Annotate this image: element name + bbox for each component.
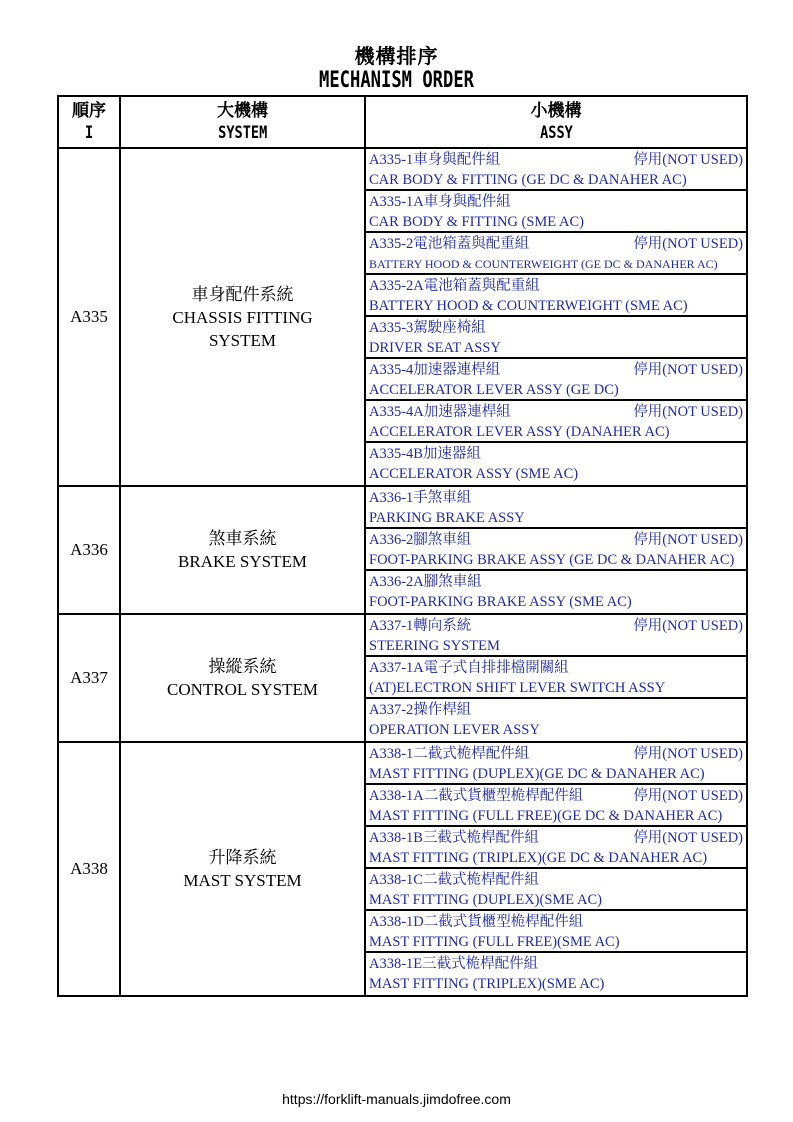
assy-item[interactable] [366, 149, 746, 191]
assy-name-cn: A338-1A二截式貨櫃型桅桿配件組 [369, 788, 584, 804]
assy-name-cn: A335-1車身與配件組 [369, 152, 501, 168]
assy-name-en: ACCELERATOR ASSY (SME AC) [369, 466, 579, 482]
assy-name-cn: A335-2A電池箱蓋與配重組 [369, 278, 540, 294]
assy-item[interactable] [366, 953, 746, 995]
page-title-chinese: 機構排序 [354, 46, 439, 68]
assy-name-en: MAST FITTING (DUPLEX)(GE DC & DANAHER AC) [369, 766, 705, 782]
footer-url[interactable]: https://forklift-manuals.jimdofree.com [282, 1091, 511, 1107]
mechanism-code: A336 [58, 486, 120, 614]
header-assy [365, 96, 747, 148]
table-row [58, 148, 747, 486]
assy-status: 停用(NOT USED) [633, 830, 743, 846]
assy-item[interactable] [366, 785, 746, 827]
assy-status: 停用(NOT USED) [633, 746, 743, 762]
assy-name-en: BATTERY HOOD & COUNTERWEIGHT (GE DC & DANAHER AC) [369, 257, 718, 271]
system-sys-cn: 操縱系統 [208, 657, 277, 676]
assy-name-cn: A337-2操作桿組 [369, 702, 472, 718]
assy-item[interactable] [366, 529, 746, 571]
assy-name-en: PARKING BRAKE ASSY [369, 510, 525, 526]
system-sys-cn: 車身配件系統 [191, 284, 294, 304]
mechanism-code: A337 [58, 614, 120, 742]
assy-name-cn: A338-1D二截式貨櫃型桅桿配件組 [369, 914, 584, 930]
table-row [58, 742, 747, 996]
header-assy-cn: 小機構 [530, 101, 582, 120]
assy-name-cn: A335-1A車身與配件組 [369, 194, 511, 210]
assy-item[interactable] [366, 317, 746, 359]
mechanism-code: A335 [58, 148, 120, 486]
system-sys-en1: BRAKE SYSTEM [178, 552, 307, 571]
assy-name-en: MAST FITTING (TRIPLEX)(SME AC) [369, 976, 605, 992]
assy-name-en: BATTERY HOOD & COUNTERWEIGHT (SME AC) [369, 298, 688, 314]
mechanism-order-table [57, 95, 748, 997]
assy-list [365, 614, 747, 742]
assy-status: 停用(NOT USED) [633, 362, 743, 378]
header-order-en: I [84, 123, 94, 143]
header-order-cn: 順序 [72, 101, 106, 120]
assy-name-en: MAST FITTING (DUPLEX)(SME AC) [369, 892, 602, 908]
system-sys-en2: SYSTEM [208, 330, 277, 350]
assy-name-en: OPERATION LEVER ASSY [369, 722, 540, 738]
assy-item[interactable] [366, 571, 746, 613]
assy-status: 停用(NOT USED) [633, 532, 743, 548]
assy-name-cn: A336-2A腳煞車組 [369, 574, 482, 590]
system-sys-en1: MAST SYSTEM [183, 871, 302, 890]
assy-name-cn: A337-1轉向系統 [369, 618, 472, 634]
assy-item[interactable] [366, 359, 746, 401]
table-header-row [58, 96, 747, 148]
assy-name-cn: A338-1E三截式桅桿配件組 [369, 956, 539, 972]
assy-status: 停用(NOT USED) [633, 236, 743, 252]
assy-item[interactable] [366, 487, 746, 529]
assy-name-en: MAST FITTING (FULL FREE)(GE DC & DANAHER AC) [369, 808, 723, 824]
system-name [120, 614, 365, 742]
assy-name-en: (AT)ELECTRON SHIFT LEVER SWITCH ASSY [369, 680, 666, 696]
assy-name-en: DRIVER SEAT ASSY [369, 340, 501, 356]
assy-name-en: ACCELERATOR LEVER ASSY (GE DC) [369, 382, 619, 398]
header-order [58, 96, 120, 148]
assy-name-en: CAR BODY & FITTING (GE DC & DANAHER AC) [369, 172, 687, 188]
assy-item[interactable] [366, 657, 746, 699]
system-sys-cn: 煞車系統 [208, 529, 277, 548]
system-sys-en1: CHASSIS FITTING [172, 307, 313, 327]
assy-name-en: FOOT-PARKING BRAKE ASSY (SME AC) [369, 594, 632, 610]
assy-name-en: CAR BODY & FITTING (SME AC) [369, 214, 584, 230]
assy-status: 停用(NOT USED) [633, 788, 743, 804]
header-system-en: SYSTEM [217, 123, 268, 143]
assy-name-cn: A335-4加速器連桿組 [369, 362, 501, 378]
assy-name-cn: A335-4B加速器組 [369, 446, 481, 462]
assy-status: 停用(NOT USED) [633, 618, 743, 634]
assy-name-en: ACCELERATOR LEVER ASSY (DANAHER AC) [369, 424, 670, 440]
assy-item[interactable] [366, 911, 746, 953]
system-name [120, 486, 365, 614]
assy-item[interactable] [366, 443, 746, 485]
assy-item[interactable] [366, 615, 746, 657]
assy-name-cn: A335-2電池箱蓋與配重組 [369, 236, 530, 252]
table-row [58, 486, 747, 614]
assy-name-cn: A335-3駕駛座椅組 [369, 320, 486, 336]
assy-name-cn: A336-2腳煞車組 [369, 532, 472, 548]
header-assy-en: ASSY [539, 123, 573, 143]
assy-name-cn: A338-1C二截式桅桿配件組 [369, 872, 539, 888]
assy-name-cn: A338-1B三截式桅桿配件組 [369, 830, 539, 846]
assy-list [365, 486, 747, 614]
assy-name-cn: A335-4A加速器連桿組 [369, 404, 511, 420]
assy-item[interactable] [366, 699, 746, 741]
assy-status: 停用(NOT USED) [633, 404, 743, 420]
assy-item[interactable] [366, 869, 746, 911]
assy-item[interactable] [366, 275, 746, 317]
assy-name-en: MAST FITTING (FULL FREE)(SME AC) [369, 934, 620, 950]
assy-item[interactable] [366, 401, 746, 443]
assy-item[interactable] [366, 233, 746, 275]
assy-item[interactable] [366, 743, 746, 785]
system-name [120, 742, 365, 996]
system-sys-cn: 升降系統 [208, 848, 277, 867]
assy-name-cn: A337-1A電子式自排排檔開關組 [369, 660, 569, 676]
assy-name-en: MAST FITTING (TRIPLEX)(GE DC & DANAHER AC) [369, 850, 708, 866]
header-system-cn: 大機構 [217, 101, 268, 120]
page-title: MECHANISM ORDER [319, 68, 474, 93]
header-system [120, 96, 365, 148]
assy-name-cn: A336-1手煞車組 [369, 490, 472, 506]
assy-name-en: STEERING SYSTEM [369, 638, 500, 654]
system-name [120, 148, 365, 486]
assy-item[interactable] [366, 827, 746, 869]
table-row [58, 614, 747, 742]
assy-name-en: FOOT-PARKING BRAKE ASSY (GE DC & DANAHER AC) [369, 552, 735, 568]
assy-name-cn: A338-1二截式桅桿配件組 [369, 746, 530, 762]
system-sys-en1: CONTROL SYSTEM [167, 680, 318, 699]
assy-list [365, 148, 747, 486]
assy-list [365, 742, 747, 996]
assy-item[interactable] [366, 191, 746, 233]
assy-status: 停用(NOT USED) [633, 152, 743, 168]
mechanism-code: A338 [58, 742, 120, 996]
